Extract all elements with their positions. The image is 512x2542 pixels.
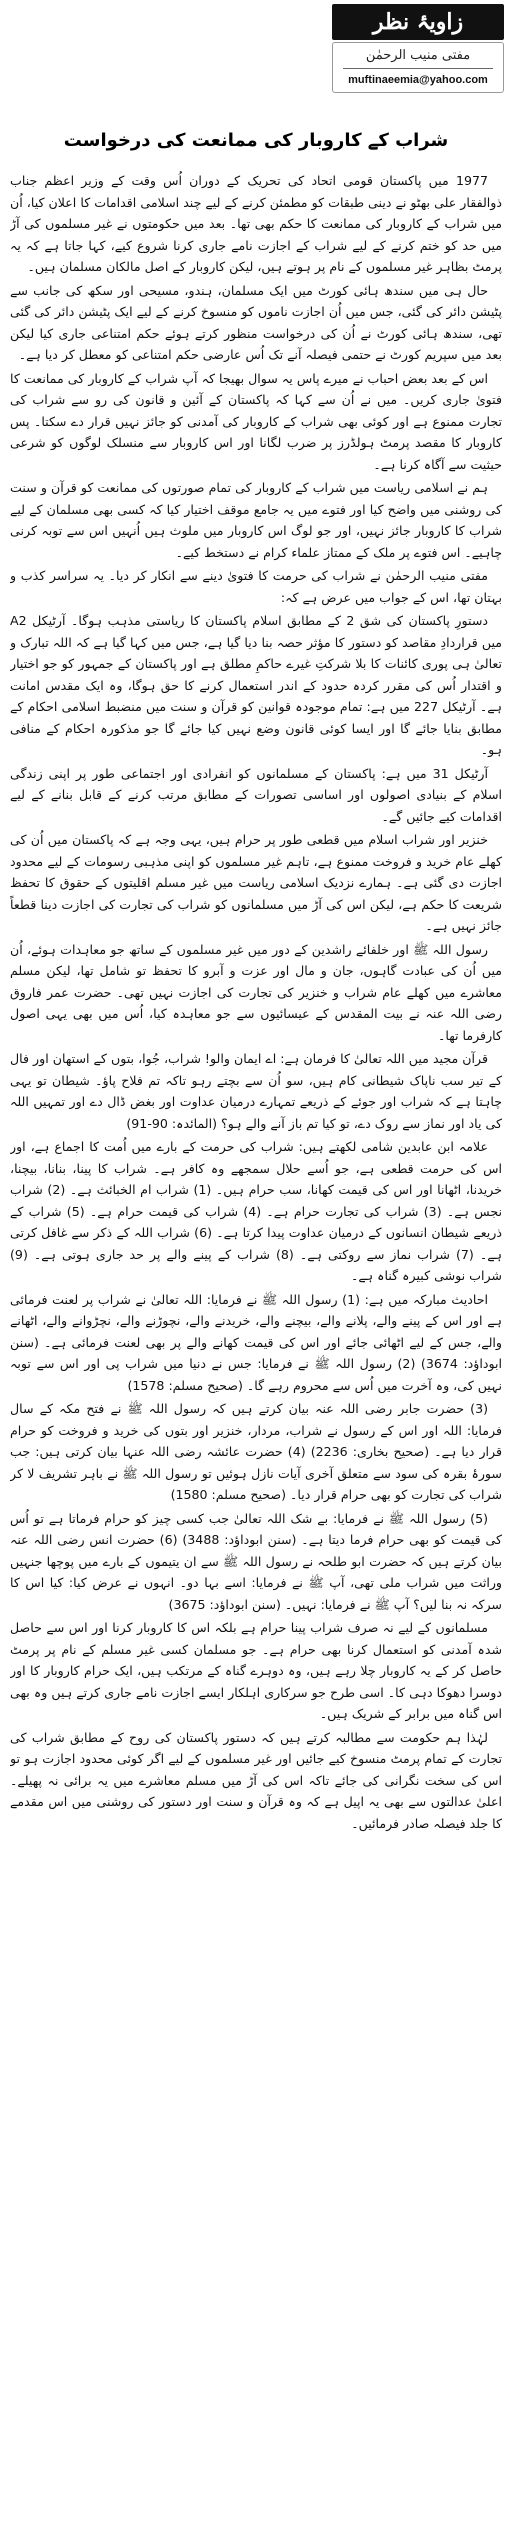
article-paragraph: لہٰذا ہم حکومت سے مطالبہ کرتے ہیں کہ دستور پاکستان کی روح کے مطابق شراب کی تجارت کے تمام پرمٹ منسوخ کیے جائیں اور غیر مسلموں کے لیے اگر کوئی محدود اجازت ہو تو اس کی سخت نگرانی کی جائے تاکہ اس کی آڑ میں مسلم معاشرے میں یہ برائی نہ پھیلے۔ اعلیٰ عدالتوں سے بھی یہ اپیل ہے کہ وہ قرآن و سنت اور دستور کی روشنی میں اس مقدمے کا جلد فیصلہ صادر فرمائیں۔ (10, 1729, 502, 1831)
article-paragraph: علامہ ابن عابدین شامی لکھتے ہیں: شراب کی حرمت کے بارے میں اُمت کا اجماع ہے، اور اس کی حرمت قطعی ہے، جو اُسے حلال سمجھے وہ کافر ہے۔ شراب کا پینا، بنانا، بیچنا، خریدنا، اٹھانا اور اس کی قیمت کھانا، سب حرام ہیں۔ (1) شراب ام الخبائث ہے۔ (2) شراب نجس ہے۔ (3) شراب کی تجارت حرام ہے۔ (4) شراب کی قیمت حرام ہے۔ (5) شراب کے ذریعے شیطان انسانوں کے درمیان عداوت پیدا کرتا ہے۔ (6) شراب اللہ کے ذکر سے غافل کرتی ہے۔ (7) شراب نماز سے روکتی ہے۔ (8) شراب کے پینے والے پر حد جاری ہوتی ہے۔ (9) شراب نوشی کبیرہ گناہ ہے۔ (10, 1139, 502, 1283)
byline-box (332, 42, 504, 93)
article-paragraph: احادیث مبارکہ میں ہے: (1) رسول اللہ ﷺ نے فرمایا: اللہ تعالیٰ نے شراب پر لعنت فرمائی ہے اور اس کے پینے والے، پلانے والے، بیچنے والے، خریدنے والے، نچوڑنے والے، نچڑوانے والے، اٹھانے والے، جس کے لیے اٹھائی جائے اور اس کی قیمت کھانے والے پر بھی لعنت فرمائی ہے۔ (سنن ابوداؤد: 3674) (2) رسول اللہ ﷺ نے فرمایا: جس نے دنیا میں شراب پی اور اس سے توبہ نہیں کی، وہ آخرت میں اُس سے محروم رہے گا۔ (صحیح مسلم: 1578) (10, 1291, 502, 1393)
author-name: مفتی منیب الرحمٰن (365, 48, 471, 63)
article-paragraph: مفتی منیب الرحمٰن نے شراب کی حرمت کا فتویٰ دینے سے انکار کر دیا۔ یہ سراسر کذب و بہتان تھا، اس کے جواب میں عرض ہے کہ: (10, 568, 502, 605)
author-email: muftinaeemia@yahoo.com (348, 74, 488, 86)
article-paragraph: حال ہی میں سندھ ہائی کورٹ میں ایک مسلمان، ہندو، مسیحی اور سکھ کی جانب سے پٹیشن دائر کی گئی، جس میں اُن اجازت ناموں کو منسوخ کرنے کے لیے ایک پٹیشن دائر کی گئی تھی، سندھ ہائی کورٹ نے اُن کی درخواست منظور کرتے ہوئے حکم امتناعی جاری کیا لیکن بعد میں سپریم کورٹ نے حتمی فیصلہ آنے تک اُس عارضی حکم امتناعی کو معطل کر دیا ہے۔ (10, 282, 502, 362)
article-body (10, 170, 502, 2530)
article-paragraph: ہم نے اسلامی ریاست میں شراب کے کاروبار کی تمام صورتوں کی ممانعت کو قرآن و سنت کی روشنی میں واضح کیا اور فتوے میں یہ جامع موقف اختیار کیا کہ کسی بھی مسلمان کے لیے شراب کا کاروبار جائز نہیں، اور جو لوگ اس کاروبار میں ملوث ہیں اُنہیں اس سے توبہ کرنی چاہیے۔ اس فتوے پر ملک کے ممتاز علماء کرام نے دستخط کیے۔ (10, 480, 502, 560)
article-paragraph: دستورِ پاکستان کی شق 2 کے مطابق اسلام پاکستان کا ریاستی مذہب ہوگا۔ آرٹیکل A2 میں قراردادِ مقاصد کو دستور کا مؤثر حصہ بنا دیا گیا ہے، جس میں کہا گیا ہے کہ اللہ تبارک و تعالیٰ ہی پوری کائنات کا بلا شرکتِ غیرے حاکمِ مطلق ہے اور پاکستان کے جمہور کو جو اختیار و اقتدار اُس کی مقرر کردہ حدود کے اندر استعمال کرنے کا حق ہوگا، وہ ایک مقدس امانت ہے۔ آرٹیکل 227 میں ہے: تمام موجودہ قوانین کو قرآن و سنت میں منضبط اسلامی احکام کے مطابق بنایا جائے گا اور ایسا کوئی قانون وضع نہیں کیا جائے گا جو مذکورہ احکام کے منافی ہو۔ (10, 613, 502, 757)
column-masthead (332, 4, 504, 116)
column-logo: زاویۂ نظر (332, 4, 504, 40)
article-paragraph: اس کے بعد بعض احباب نے میرے پاس یہ سوال بھیجا کہ آپ شراب کے کاروبار کی ممانعت کا فتویٰ جاری کریں۔ میں نے اُن سے کہا کہ پاکستان کے آئین و قانون کی رو سے شراب کی تجارت ممنوع ہے اور کوئی بھی شراب کے کاروبار کی آمدنی کو جائز نہیں قرار دے سکتا۔ پس کاروبار کا مقصد پرمٹ ہولڈرز پر ضرب لگانا اور اس کاروبار سے منسلک لوگوں کو شرعی حیثیت سے آگاہ کرنا ہے۔ (10, 370, 502, 472)
article-paragraph: خنزیر اور شراب اسلام میں قطعی طور پر حرام ہیں، یہی وجہ ہے کہ پاکستان میں اُن کی کھلے عام خرید و فروخت ممنوع ہے، تاہم غیر مسلموں کو اپنی مذہبی رسومات کے لیے محدود اجازت دی گئی ہے۔ ہمارے نزدیک اسلامی ریاست میں غیر مسلم اقلیتوں کے حقوق کا تحفظ شریعت کا حکم ہے، لیکن اس کی آڑ میں مسلمانوں کو شراب کی تجارت کی اجازت دینا قطعاً جائز نہیں ہے۔ (10, 832, 502, 933)
byline-divider (343, 68, 493, 69)
article-paragraph: (3) حضرت جابر رضی اللہ عنہ بیان کرتے ہیں کہ رسول اللہ ﷺ نے فتح مکہ کے سال فرمایا: اللہ اور اس کے رسول نے شراب، مردار، خنزیر اور بتوں کی خرید و فروخت کو حرام قرار دیا ہے۔ (صحیح بخاری: 2236) (4) حضرت عائشہ رضی اللہ عنہا بیان کرتی ہیں: جب سورۂ بقرہ کی سود سے متعلق آخری آیات نازل ہوئیں تو رسول اللہ ﷺ نے باہر تشریف لا کر شراب کی تجارت کو بھی حرام قرار دیا۔ (صحیح مسلم: 1580) (10, 1401, 502, 1502)
article-paragraph: مسلمانوں کے لیے نہ صرف شراب پینا حرام ہے بلکہ اس کا کاروبار کرنا اور اس سے حاصل شدہ آمدنی کو استعمال کرنا بھی حرام ہے۔ جو مسلمان کسی غیر مسلم کے نام پر پرمٹ حاصل کر کے یہ کاروبار چلا رہے ہیں، وہ دوہرے گناہ کے مرتکب ہیں، ایک حرام کاروبار کا اور دوسرا دھوکا دہی کا۔ اسی طرح جو سرکاری اہلکار ایسے اجازت نامے جاری کرتے ہیں وہ بھی اس گناہ میں برابر کے شریک ہیں۔ (10, 1620, 502, 1721)
article-headline: شراب کے کاروبار کی ممانعت کی درخواست (63, 130, 449, 151)
article-paragraph: (5) رسول اللہ ﷺ نے فرمایا: بے شک اللہ تعالیٰ جب کسی چیز کو حرام فرماتا ہے تو اُس کی قیمت کو بھی حرام فرما دیتا ہے۔ (سنن ابوداؤد: 3488) (6) حضرت انس رضی اللہ عنہ بیان کرتے ہیں کہ حضرت ابو طلحہ نے رسول اللہ ﷺ سے ان یتیموں کے بارے میں پوچھا جنہیں وراثت میں شراب ملی تھی، آپ ﷺ نے فرمایا: اسے بہا دو۔ انہوں نے عرض کیا: کیا اس کا سرکہ نہ بنا لیں؟ آپ ﷺ نے فرمایا: نہیں۔ (سنن ابوداؤد: 3675) (10, 1510, 502, 1612)
article-paragraph: آرٹیکل 31 میں ہے: پاکستان کے مسلمانوں کو انفرادی اور اجتماعی طور پر اپنی زندگی اسلام کے بنیادی اصولوں اور اساسی تصورات کے مطابق مرتب کرنے کے قابل بنانے کے لیے اقدامات کیے جائیں گے۔ (10, 765, 502, 824)
article-paragraph: 1977 میں پاکستان قومی اتحاد کی تحریک کے دوران اُس وقت کے وزیر اعظم جناب ذوالفقار علی بھٹو نے دینی طبقات کو مطمئن کرنے کے لیے چند اسلامی اقدامات کا اعلان کیا، اُن میں شراب کے کاروبار کی ممانعت کا حکم بھی تھا۔ بعد میں حکومتوں نے غیر مسلموں کی آڑ میں حد کو ختم کرنے کے لیے شراب کے اجازت نامے جاری کرنا شروع کیے، کہا جاتا ہے کہ یہ پرمٹ بظاہر غیر مسلموں کے نام پر ہوتے ہیں، لیکن کاروبار کے اصل مالکان مسلمان ہیں۔ (10, 173, 502, 274)
article-paragraph: رسول اللہ ﷺ اور خلفائے راشدین کے دور میں غیر مسلموں کے ساتھ جو معاہدات ہوئے، اُن میں اُن کی عبادت گاہوں، جان و مال اور عزت و آبرو کا تحفظ تو شامل تھا، لیکن مسلم معاشرے میں کھلے عام شراب و خنزیر کی تجارت کی اجازت نہیں تھی۔ حضرت عمر فاروق رضی اللہ عنہ نے بیت المقدس کے عیسائیوں سے جو معاہدہ کیا، اُس میں بھی یہی اصول کارفرما تھا۔ (10, 941, 502, 1043)
article-paragraph: قرآن مجید میں اللہ تعالیٰ کا فرمان ہے: اے ایمان والو! شراب، جُوا، بتوں کے استھان اور فال کے تیر سب ناپاک شیطانی کام ہیں، سو اُن سے بچتے رہو تاکہ تم فلاح پاؤ۔ شیطان تو یہی چاہتا ہے کہ شراب اور جوئے کے ذریعے تمہارے درمیان عداوت اور بغض ڈال دے اور تمہیں اللہ کی یاد اور نماز سے روک دے، تو کیا تم باز آنے والے ہو؟ (المائدہ: 90-91) (10, 1051, 502, 1131)
